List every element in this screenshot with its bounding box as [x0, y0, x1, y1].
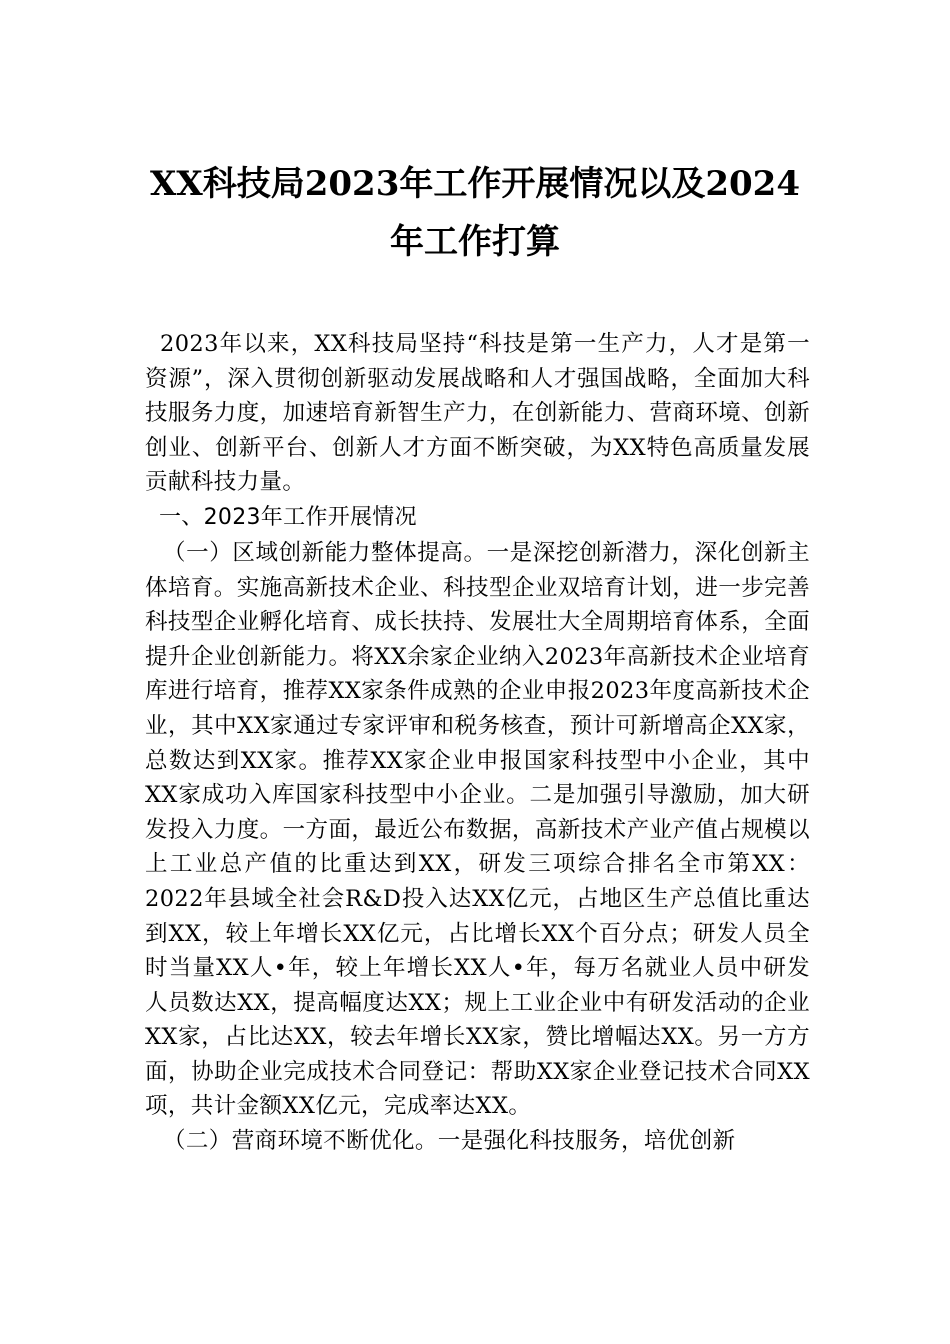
title-line-1: XX科技局2023年工作开展情况以及2024 — [149, 164, 801, 204]
intro-paragraph: 2023年以来，XX科技局坚持“科技是第一生产力，人才是第一资源”，深入贯彻创新驱动发展战略和人才强国战略，全面加大科技服务力度，加速培育新智生产力，在创新能力、营商环境、创新创业、创新平台、创新人才方面不断突破，为XX特色高质量发展贡献科技力量。 — [145, 331, 810, 496]
title-line-2: 年工作打算 — [390, 222, 560, 262]
section1-paragraph-1: （一）区域创新能力整体提高。一是深挖创新潜力，深化创新主体培育。实施高新技术企业、科技型企业双培育计划，进一步完善科技型企业孵化培育、成长扶持、发展壮大全周期培育体系，全面提升企业创新能力。将XX余家企业纳入2023年高新技术企业培育库进行培育，推荐XX家条件成熟的企业申报2023年度高新技术企业，其中XX家通过专家评审和税务核查，预计可新增高企XX家，总数达到XX家。推荐XX家企业申报国家科技型中小企业，其中XX家成功入库国家科技型中小企业。二是加强引导激励，加大研发投入力度。一方面，最近公布数据，高新技术产业产值占规模以上工业总产值的比重达到XX，研发三项综合排名全市第XX：2022年县域全社会R&D投入达XX亿元，占地区生产总值比重达到XX，较上年增长XX亿元，占比增长XX个百分点；研发人员全时当量XX人•年，较上年增长XX人•年，每万名就业人员中研发人员数达XX，提高幅度达XX；规上工业企业中有研发活动的企业XX家，占比达XX，较去年增长XX家，赞比增幅达XX。另一方方面，协助企业完成技术合同登记：帮助XX家企业登记技术合同XX项，共计金额XX亿元，完成率达XX。 — [145, 539, 810, 1120]
document-body — [145, 327, 810, 1159]
section1-paragraph-2: （二）营商环境不断优化。一是强化科技服务，培优创新 — [163, 1128, 736, 1155]
document-title — [110, 152, 840, 260]
section-heading-1: 一、2023年工作开展情况 — [159, 504, 417, 530]
